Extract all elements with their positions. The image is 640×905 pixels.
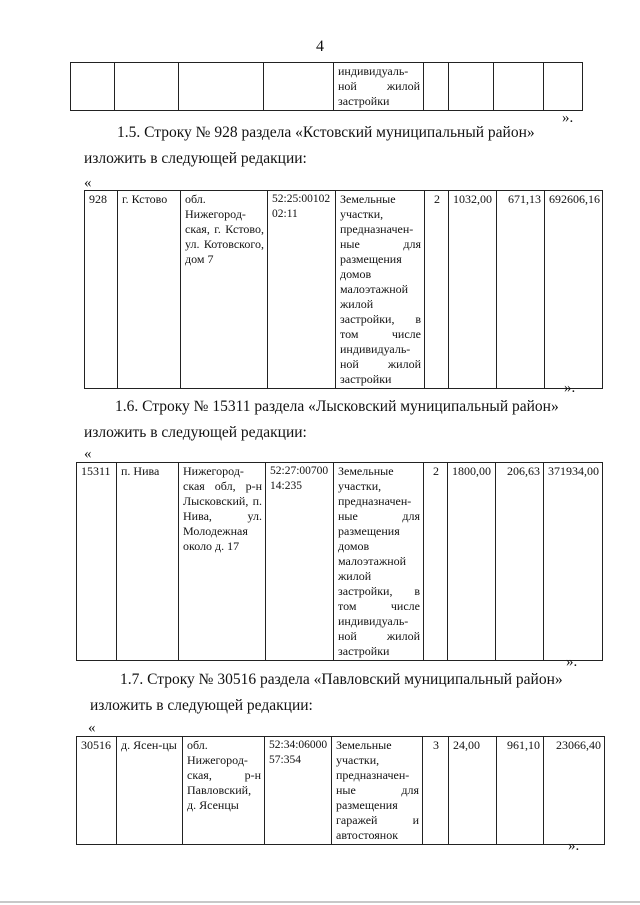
land-table <box>76 736 605 845</box>
cell-area: 1800,00 <box>448 463 496 661</box>
cell-area: 1032,00 <box>449 191 497 389</box>
cell-land-type: Земельные участки, предназначен-ные для размещения домов малоэтажной жилой застройки, в том числе индивидуаль-ной жилой застройки <box>334 463 424 661</box>
cell-address: обл. Нижегород-ская, г. Кстово, ул. Котовского, дом 7 <box>181 191 268 389</box>
table-row <box>85 191 603 389</box>
cell-rate: 206,63 <box>496 463 544 661</box>
cell-value: 371934,00 <box>544 463 603 661</box>
cell-cadastral: 52:27:0070014:235 <box>266 463 334 661</box>
cell-value: 692606,16 <box>545 191 603 389</box>
page-bottom-edge <box>0 901 640 903</box>
closing-quote: ». <box>566 654 578 670</box>
closing-quote: ». <box>568 838 580 854</box>
table-row <box>71 63 583 111</box>
cell-land-type: Земельные участки, предназначен-ные для размещения гаражей и автостоянок <box>332 737 423 845</box>
cell-cadastral: 52:34:0600057:354 <box>265 737 332 845</box>
cell-land-type: Земельные участки, предназначен-ные для размещения домов малоэтажной жилой застройки, в том числе индивидуаль-ной жилой застройки <box>336 191 425 389</box>
opening-quote: « <box>84 446 92 462</box>
cell-rate: 671,13 <box>497 191 545 389</box>
item-subheading: изложить в следующей редакции: <box>90 697 313 714</box>
cell-value <box>544 63 583 111</box>
continued-table <box>70 62 583 111</box>
opening-quote: « <box>84 175 92 191</box>
cell-address <box>179 63 264 111</box>
cell-num: 15311 <box>77 463 117 661</box>
cell-value: 23066,40 <box>544 737 605 845</box>
opening-quote: « <box>88 720 96 736</box>
cell-settlement: д. Ясен-цы <box>117 737 183 845</box>
item-heading: 1.7. Строку № 30516 раздела «Павловский муниципальный район» <box>120 671 563 688</box>
page-number: 4 <box>316 38 324 55</box>
land-table <box>84 190 603 389</box>
cell-num <box>71 63 115 111</box>
cell-num: 928 <box>85 191 118 389</box>
closing-quote: ». <box>562 110 574 126</box>
item-heading: 1.5. Строку № 928 раздела «Кстовский муниципальный район» <box>117 124 535 141</box>
cell-settlement: г. Кстово <box>118 191 181 389</box>
cell-land-type: индивидуаль-ной жилой застройки <box>334 63 424 111</box>
cell-settlement <box>115 63 179 111</box>
item-subheading: изложить в следующей редакции: <box>84 150 307 167</box>
land-table <box>76 462 603 661</box>
cell-num: 30516 <box>77 737 117 845</box>
cell-group: 2 <box>424 463 448 661</box>
item-heading: 1.6. Строку № 15311 раздела «Лысковский муниципальный район» <box>115 398 559 415</box>
cell-rate: 961,10 <box>497 737 544 845</box>
cell-address: обл. Нижегород-ская, р-н Павловский, д. Ясенцы <box>183 737 265 845</box>
cell-address: Нижегород-ская обл, р-н Лысковский, п. Нива, ул. Молодежная около д. 17 <box>179 463 266 661</box>
cell-cadastral: 52:25:0010202:11 <box>268 191 336 389</box>
table-row <box>77 463 603 661</box>
cell-area: 24,00 <box>449 737 497 845</box>
item-subheading: изложить в следующей редакции: <box>84 424 307 441</box>
cell-settlement: п. Нива <box>117 463 179 661</box>
cell-rate <box>494 63 544 111</box>
cell-cadastral <box>264 63 334 111</box>
cell-group: 3 <box>423 737 449 845</box>
closing-quote: ». <box>564 380 576 396</box>
table-row <box>77 737 605 845</box>
cell-group <box>424 63 449 111</box>
cell-area <box>449 63 494 111</box>
cell-group: 2 <box>425 191 449 389</box>
